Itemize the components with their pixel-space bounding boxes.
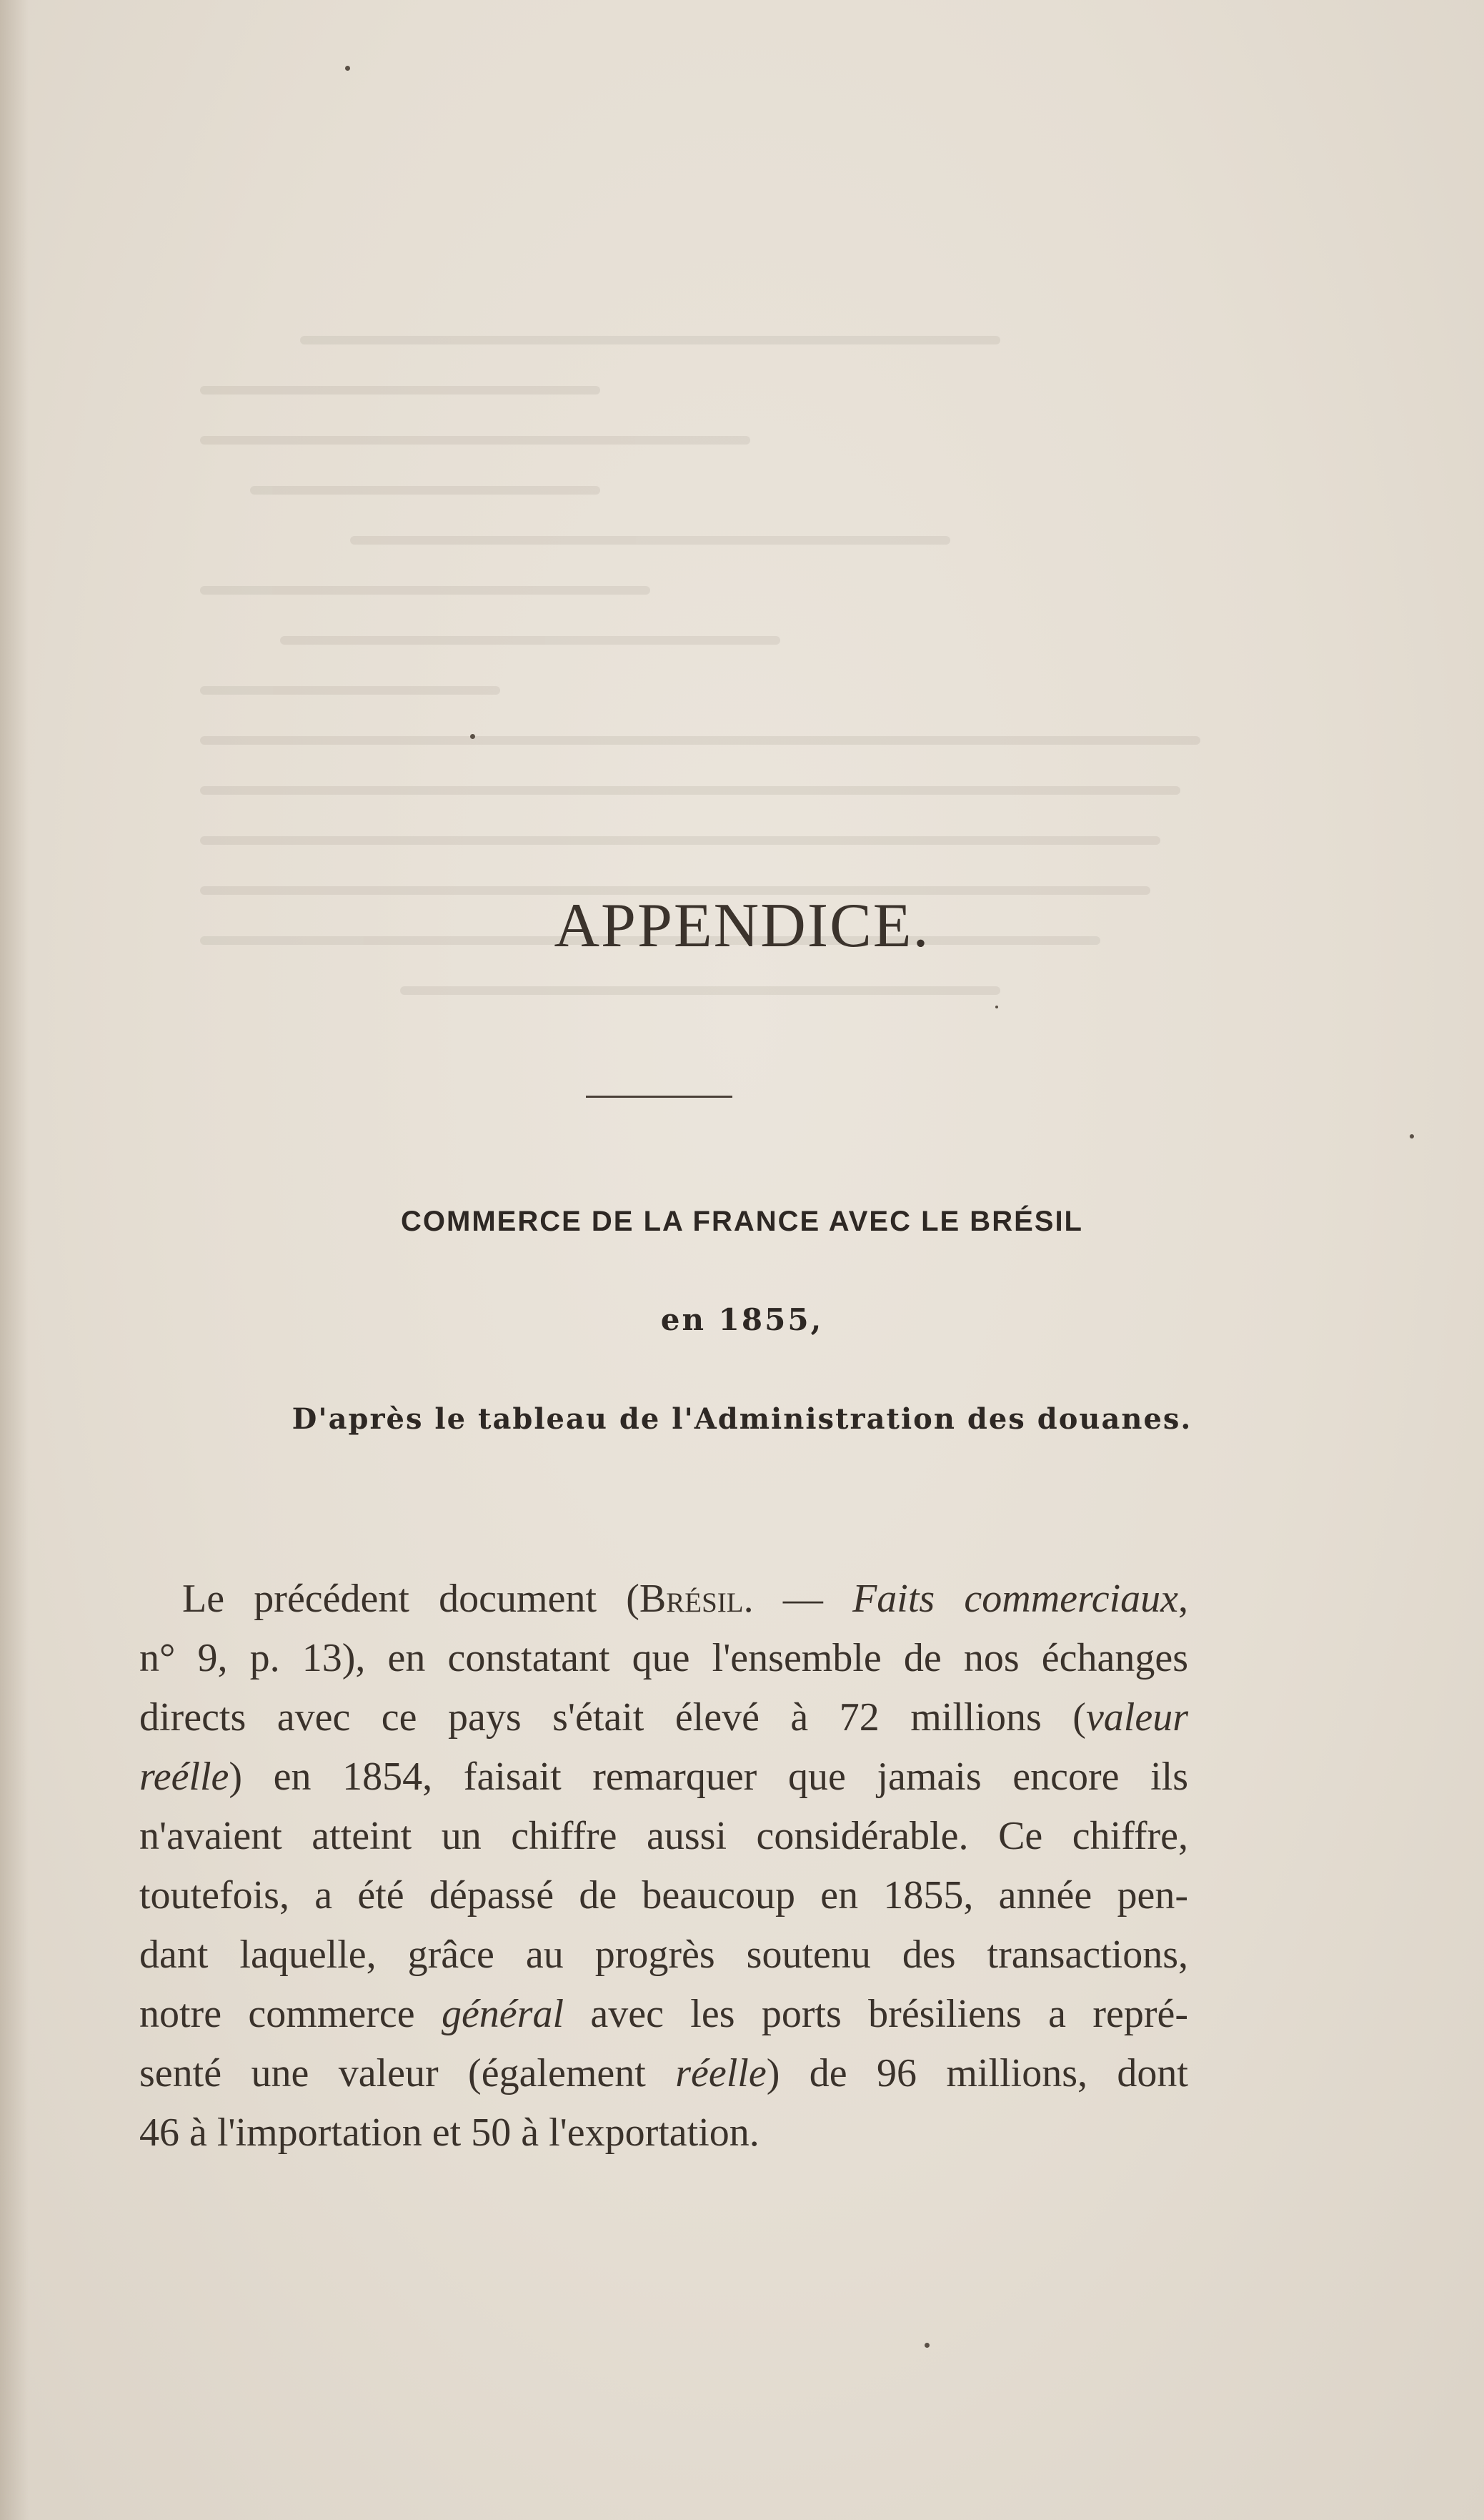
body-paragraph	[139, 1569, 1188, 2163]
text-line: directs avec ce pays s'était élevé à 72 millions (valeur	[139, 1695, 1188, 1740]
text-line: reélle) en 1854, faisait remarquer que jamais encore ils	[139, 1755, 1188, 1799]
paper-speck	[345, 66, 350, 71]
text-line: 46 à l'importation et 50 à l'exportation.	[139, 2110, 760, 2155]
appendix-title: APPENDICE.	[554, 891, 930, 961]
text-line: dant laquelle, grâce au progrès soutenu des transactions,	[139, 1933, 1188, 1977]
section-subtitle: COMMERCE DE LA FRANCE AVEC LE BRÉSIL	[401, 1206, 1083, 1237]
text-line: toutefois, a été dépassé de beaucoup en 1855, année pen-	[139, 1873, 1188, 1918]
paper-speck	[470, 734, 475, 739]
paper-speck	[925, 2343, 930, 2348]
text-line: senté une valeur (également réelle) de 96 millions, dont	[139, 2051, 1188, 2095]
section-year: en 1855,	[660, 1302, 824, 1337]
text-line: Le précédent document (Brésil. — Faits commerciaux,	[182, 1577, 1188, 1621]
paper-speck	[995, 1006, 998, 1008]
text-line: n'avaient atteint un chiffre aussi considérable. Ce chiffre,	[139, 1814, 1188, 1858]
text-line: notre commerce général avec les ports brésiliens a repré-	[139, 1992, 1189, 2036]
page-gutter-shadow	[0, 0, 29, 2520]
section-source: D'après le tableau de l'Administration des douanes.	[292, 1402, 1192, 1436]
text-line: n° 9, p. 13), en constatant que l'ensemble de nos échanges	[139, 1636, 1188, 1680]
title-divider	[586, 1096, 732, 1098]
paper-speck	[1410, 1134, 1414, 1139]
